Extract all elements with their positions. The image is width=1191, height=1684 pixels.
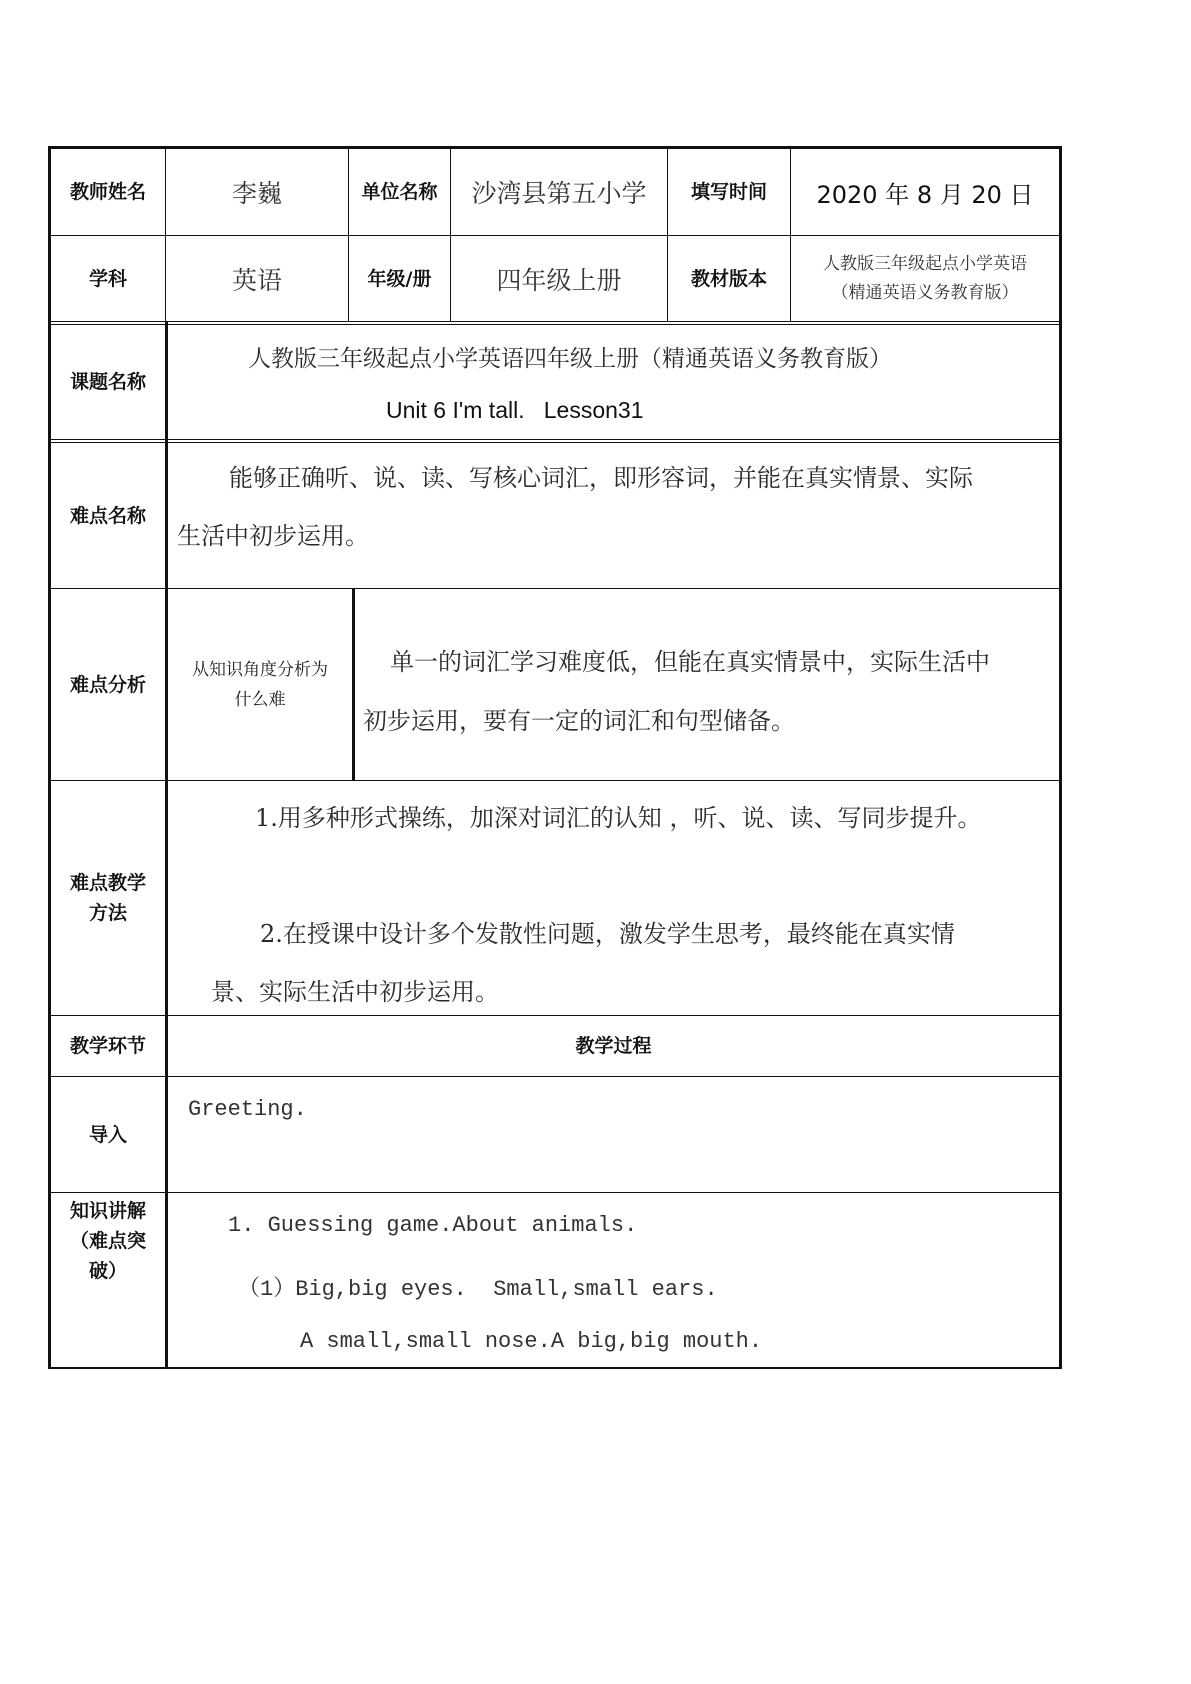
row-divider — [48, 780, 1062, 781]
teacher-name-value: 李巍 — [231, 179, 282, 208]
stage-header: 教学环节 — [69, 1035, 146, 1057]
row-divider — [48, 1076, 1062, 1077]
subject-value: 英语 — [231, 265, 282, 295]
textbook-label: 教材版本 — [690, 267, 767, 290]
table-border-right — [1059, 146, 1062, 1369]
method-label-line-1: 难点教学 — [69, 872, 146, 894]
table-border-bottom — [48, 1367, 1062, 1369]
knowledge-label-line-3: 破） — [88, 1260, 127, 1282]
difficulty-line-2: 生活中初步运用。 — [177, 522, 369, 550]
row-divider — [48, 439, 1062, 440]
subject-label: 学科 — [88, 267, 127, 290]
row-divider — [48, 1192, 1062, 1193]
knowledge-label — [51, 1196, 165, 1286]
textbook-line-2: （精通英语义务教育版） — [831, 282, 1019, 303]
method-label-line-2: 方法 — [88, 902, 127, 924]
method-label — [51, 781, 165, 1015]
topic-line-2: Unit 6 I'm tall. Lesson31 — [386, 397, 644, 423]
analysis-sub-label — [168, 589, 352, 780]
label-column-divider-lower — [165, 322, 168, 1368]
knowledge-line-2: （1）Big,big eyes. Small,small ears. — [238, 1277, 718, 1302]
intro-text: Greeting. — [188, 1097, 307, 1122]
textbook-value — [791, 236, 1059, 321]
method-item-2-line-1: 2.在授课中设计多个发散性问题，激发学生思考，最终能在真实情 — [260, 920, 955, 948]
difficulty-label: 难点名称 — [69, 504, 146, 527]
method-item-1: 1.用多种形式操练，加深对词汇的认知 ，听、说、读、写同步提升。 — [255, 804, 982, 832]
analysis-label: 难点分析 — [69, 673, 146, 696]
method-item-2-line-2: 景、实际生活中初步运用。 — [211, 978, 499, 1006]
date-label: 填写时间 — [690, 181, 767, 203]
row-divider — [48, 324, 1062, 325]
intro-label: 导入 — [88, 1123, 127, 1146]
knowledge-label-line-1: 知识讲解 — [69, 1200, 146, 1222]
analysis-inner-divider — [352, 589, 355, 780]
textbook-line-1: 人教版三年级起点小学英语 — [823, 253, 1027, 274]
analysis-line-1: 单一的词汇学习难度低，但能在真实情景中，实际生活中 — [390, 648, 990, 676]
date-value: 2020 年 8 月 20 日 — [816, 180, 1034, 209]
knowledge-label-line-2: （难点突 — [69, 1230, 146, 1252]
knowledge-line-3: A small,small nose.A big,big mouth. — [300, 1329, 763, 1354]
analysis-sub-label-line-1: 从知识角度分析为 — [192, 659, 328, 680]
unit-value: 沙湾县第五小学 — [471, 179, 647, 208]
analysis-sub-label-line-2: 什么难 — [234, 689, 286, 710]
analysis-line-2: 初步运用，要有一定的词汇和句型储备。 — [363, 707, 795, 735]
topic-label: 课题名称 — [69, 371, 146, 393]
teacher-name-label: 教师姓名 — [69, 181, 146, 203]
row-divider — [48, 321, 1062, 322]
process-header: 教学过程 — [575, 1035, 652, 1057]
grade-label: 年级/册 — [367, 267, 432, 290]
grade-value: 四年级上册 — [496, 265, 622, 295]
row-divider — [48, 442, 1062, 443]
unit-label: 单位名称 — [361, 181, 438, 203]
knowledge-line-1: 1. Guessing game.About animals. — [228, 1213, 638, 1238]
topic-line-1: 人教版三年级起点小学英语四年级上册（精通英语义务教育版） — [248, 346, 892, 372]
difficulty-line-1: 能够正确听、说、读、写核心词汇，即形容词，并能在真实情景、实际 — [229, 464, 973, 492]
